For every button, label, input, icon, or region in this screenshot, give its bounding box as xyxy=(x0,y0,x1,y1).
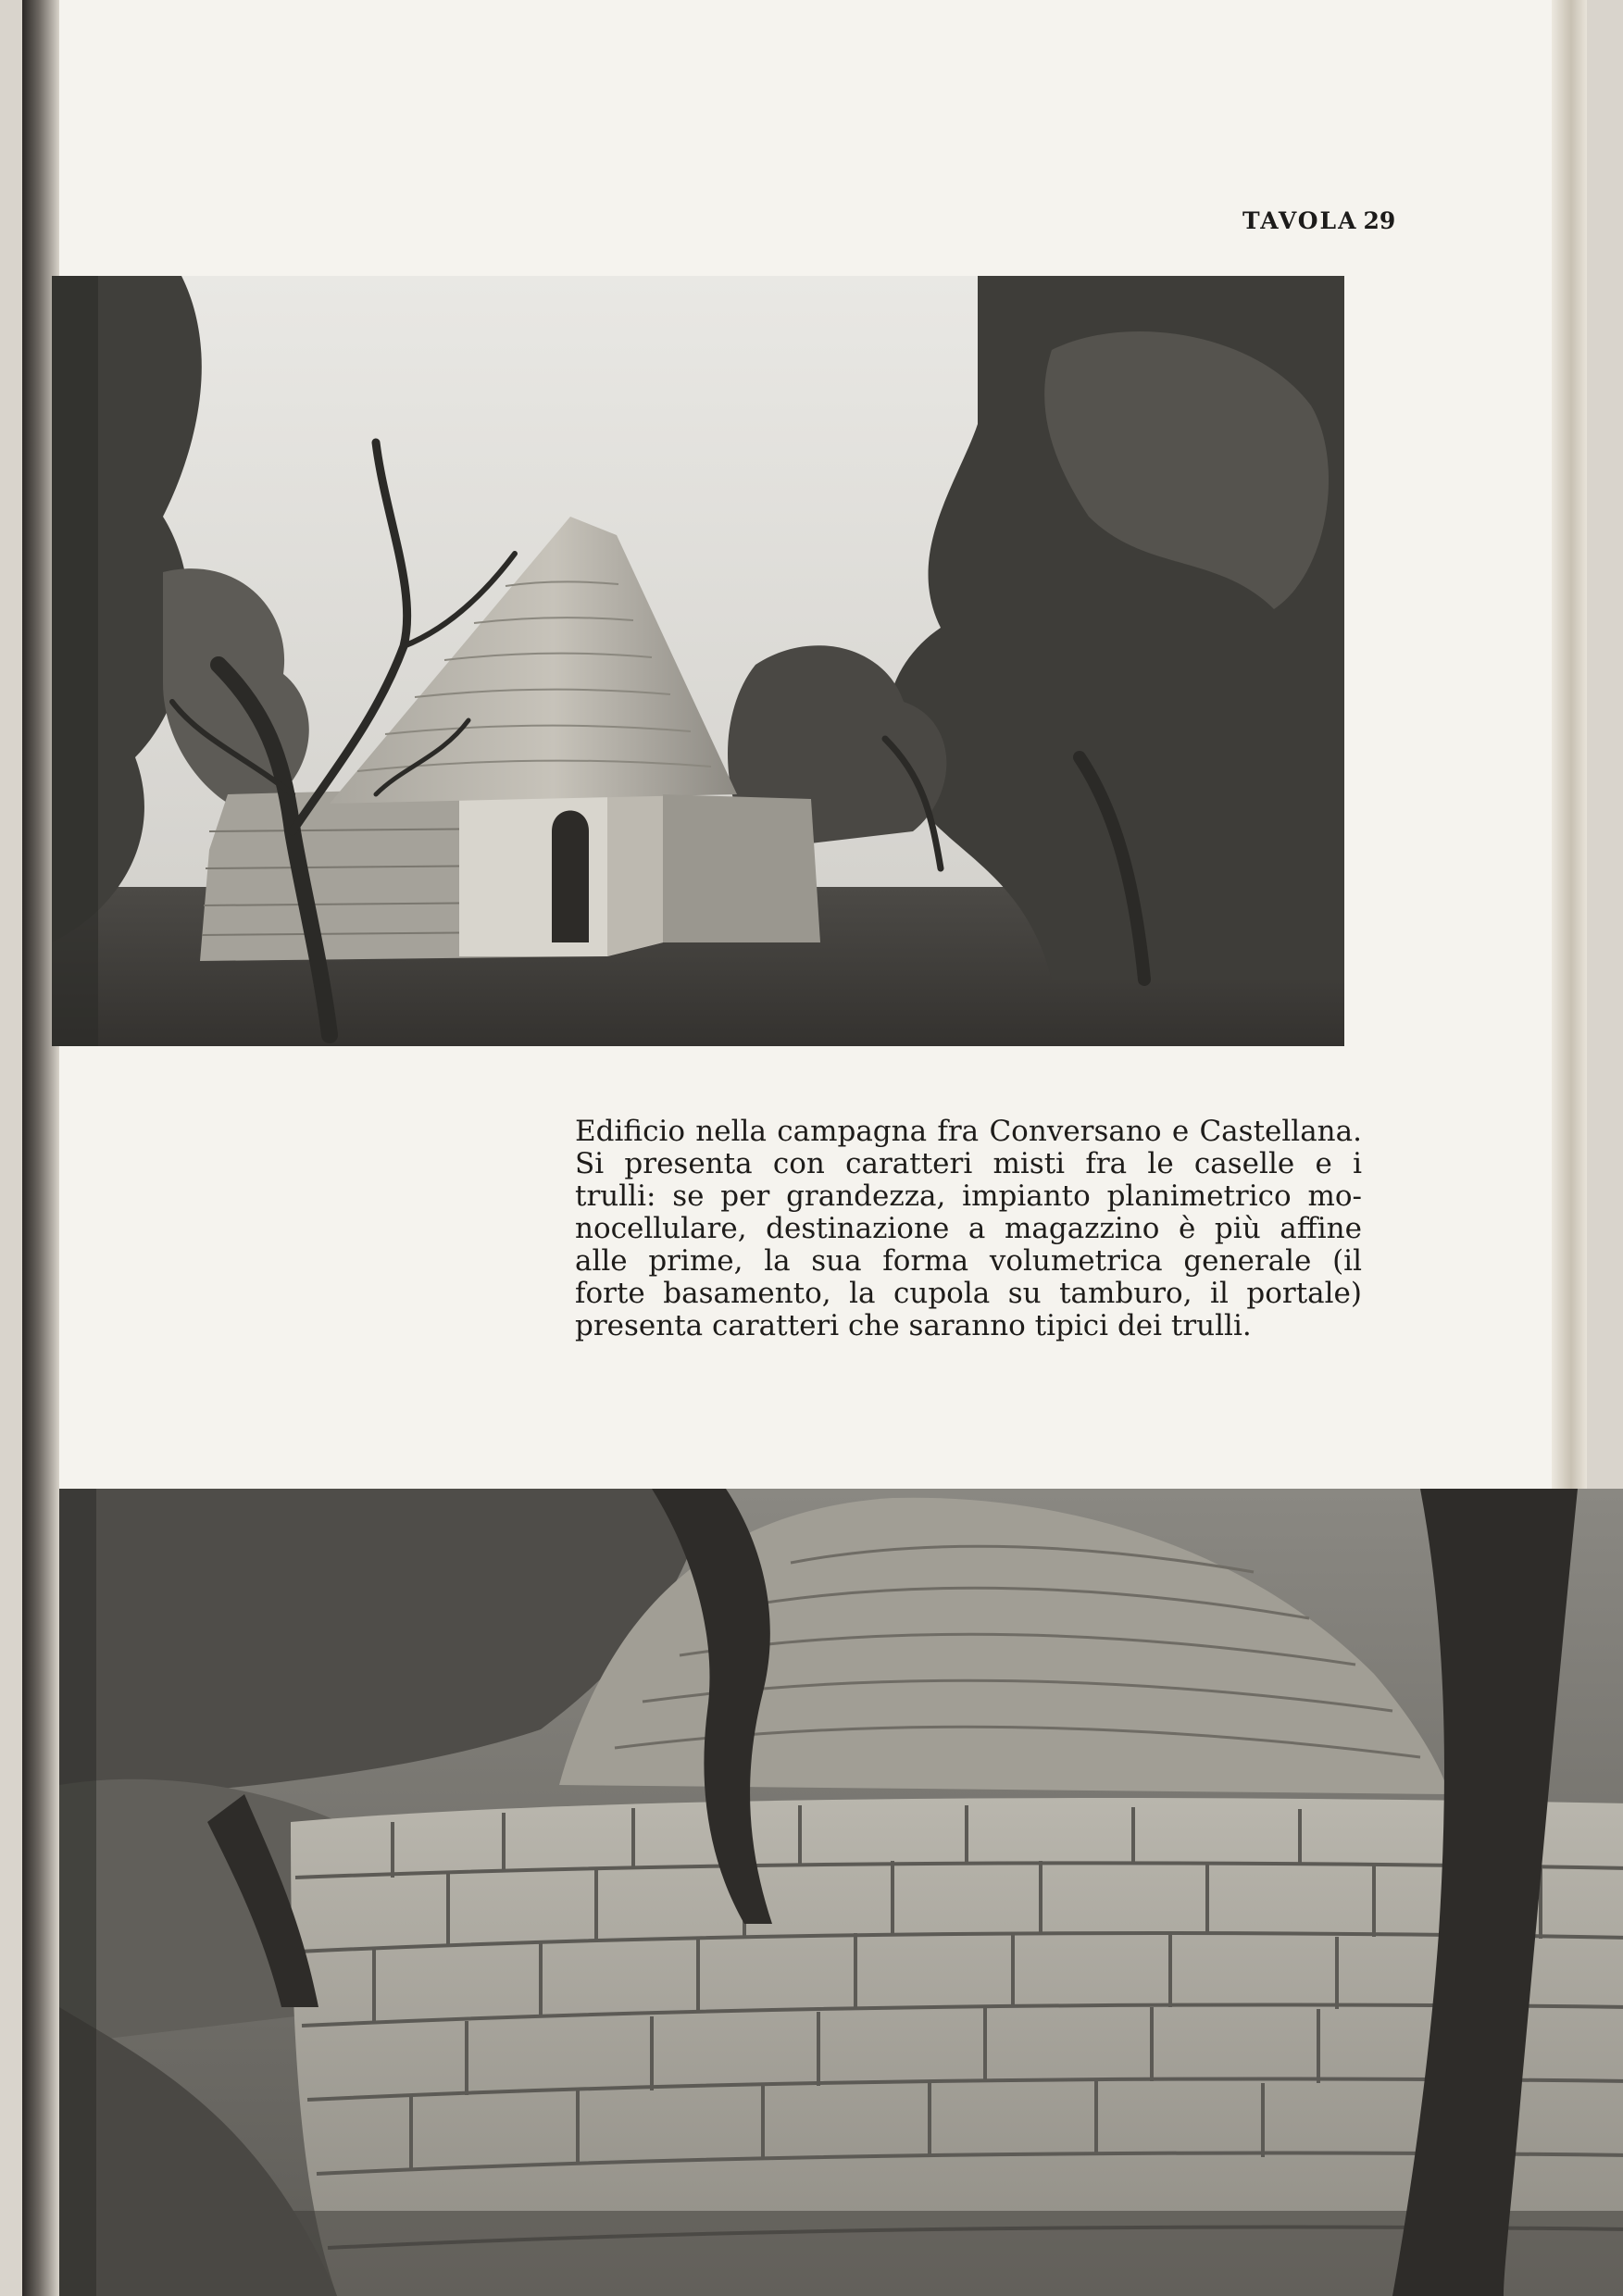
caption-line: presenta caratteri che saranno tipici dei trulli. xyxy=(575,1309,1252,1342)
trullo-photo-illustration xyxy=(52,276,1344,1046)
plate-heading xyxy=(1242,207,1395,234)
plate-label: TAVOLA xyxy=(1242,207,1358,234)
caption-line: Si presenta con caratteri misti fra le caselle e i xyxy=(575,1147,1362,1180)
book-page xyxy=(22,0,1587,2296)
caption-line: alle prime, la sua forma volumetrica generale (il xyxy=(575,1244,1362,1278)
photo-stone-wall xyxy=(59,1489,1623,2296)
caption-line: Edificio nella campagna fra Conversano e Castellana. xyxy=(575,1115,1362,1148)
caption-line: nocellulare, destinazione a magazzino è più affine xyxy=(575,1212,1362,1245)
stone-wall-photo-illustration xyxy=(59,1489,1623,2296)
photo-caption xyxy=(575,1116,1362,1342)
photo-trullo-building xyxy=(52,276,1344,1046)
caption-line: trulli: se per grandezza, impianto planimetrico mo- xyxy=(575,1179,1362,1213)
plate-number: 29 xyxy=(1363,207,1396,234)
caption-line: forte basamento, la cupola su tamburo, il portale) xyxy=(575,1277,1362,1310)
